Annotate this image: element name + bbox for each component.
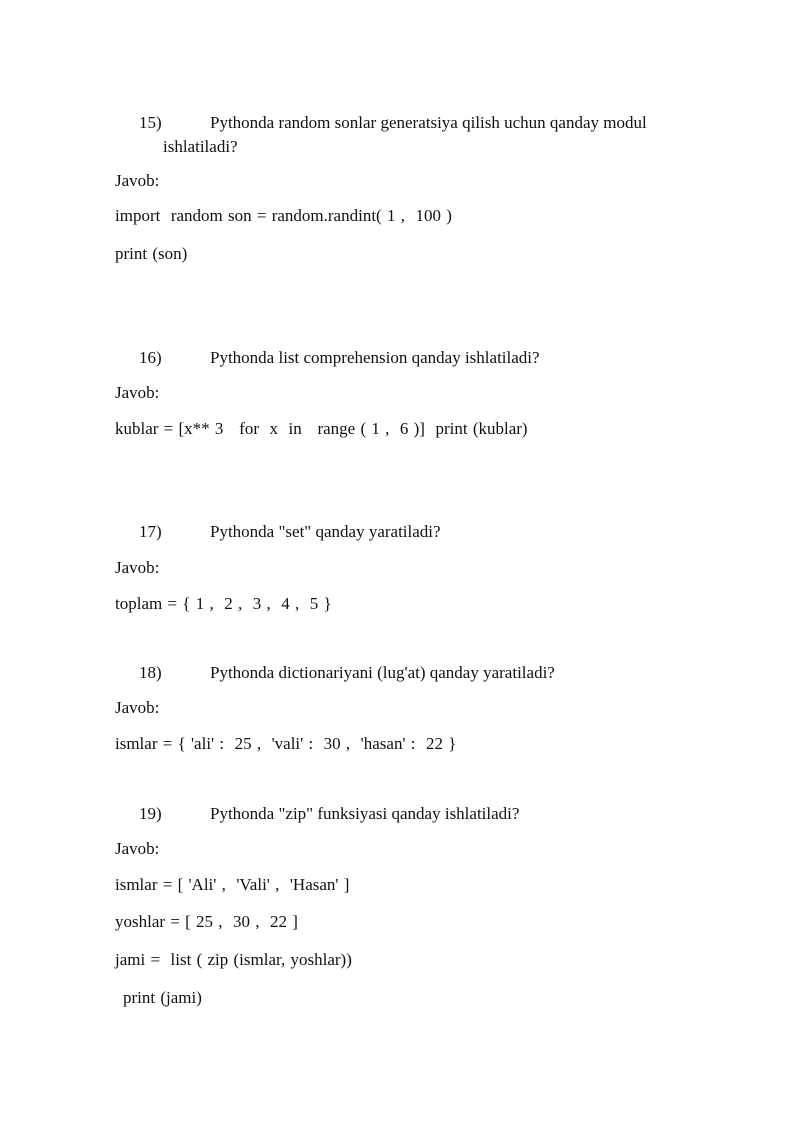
question-text-continued: ishlatiladi? — [163, 137, 238, 156]
question-text: Pythonda "set" qanday yaratiladi? — [210, 522, 441, 541]
question-text: Pythonda random sonlar generatsiya qilish uchun qanday modul — [210, 113, 647, 132]
question-16 — [139, 346, 719, 370]
question-17 — [139, 520, 719, 544]
question-18 — [139, 661, 719, 685]
answer-label: Javob: — [115, 839, 160, 858]
question-text: Pythonda dictionariyani (lug'at) qanday yaratiladi? — [210, 663, 555, 682]
question-15 — [139, 111, 719, 159]
question-number: 16) — [139, 348, 162, 367]
code-line: import random son = random.randint( 1 , 100 ) — [115, 206, 452, 225]
code-line: print (jami) — [123, 988, 202, 1007]
question-number: 19) — [139, 804, 162, 823]
answer-label: Javob: — [115, 698, 160, 717]
answer-label: Javob: — [115, 383, 160, 402]
question-number: 15) — [139, 113, 162, 132]
code-line: ismlar = { 'ali' : 25 , 'vali' : 30 , 'hasan' : 22 } — [115, 734, 457, 753]
answer-label: Javob: — [115, 171, 160, 190]
code-line: yoshlar = [ 25 , 30 , 22 ] — [115, 912, 298, 931]
question-text: Pythonda list comprehension qanday ishlatiladi? — [210, 348, 540, 367]
question-text: Pythonda "zip" funksiyasi qanday ishlatiladi? — [210, 804, 520, 823]
question-19 — [139, 802, 719, 826]
answer-label: Javob: — [115, 558, 160, 577]
code-line: kublar = [x** 3 for x in range ( 1 , 6 )] print (kublar) — [115, 419, 528, 438]
code-line: ismlar = [ 'Ali' , 'Vali' , 'Hasan' ] — [115, 875, 350, 894]
question-number: 18) — [139, 663, 162, 682]
code-line: jami = list ( zip (ismlar, yoshlar)) — [115, 950, 352, 969]
code-line: toplam = { 1 , 2 , 3 , 4 , 5 } — [115, 594, 332, 613]
question-number: 17) — [139, 522, 162, 541]
code-line: print (son) — [115, 244, 188, 263]
